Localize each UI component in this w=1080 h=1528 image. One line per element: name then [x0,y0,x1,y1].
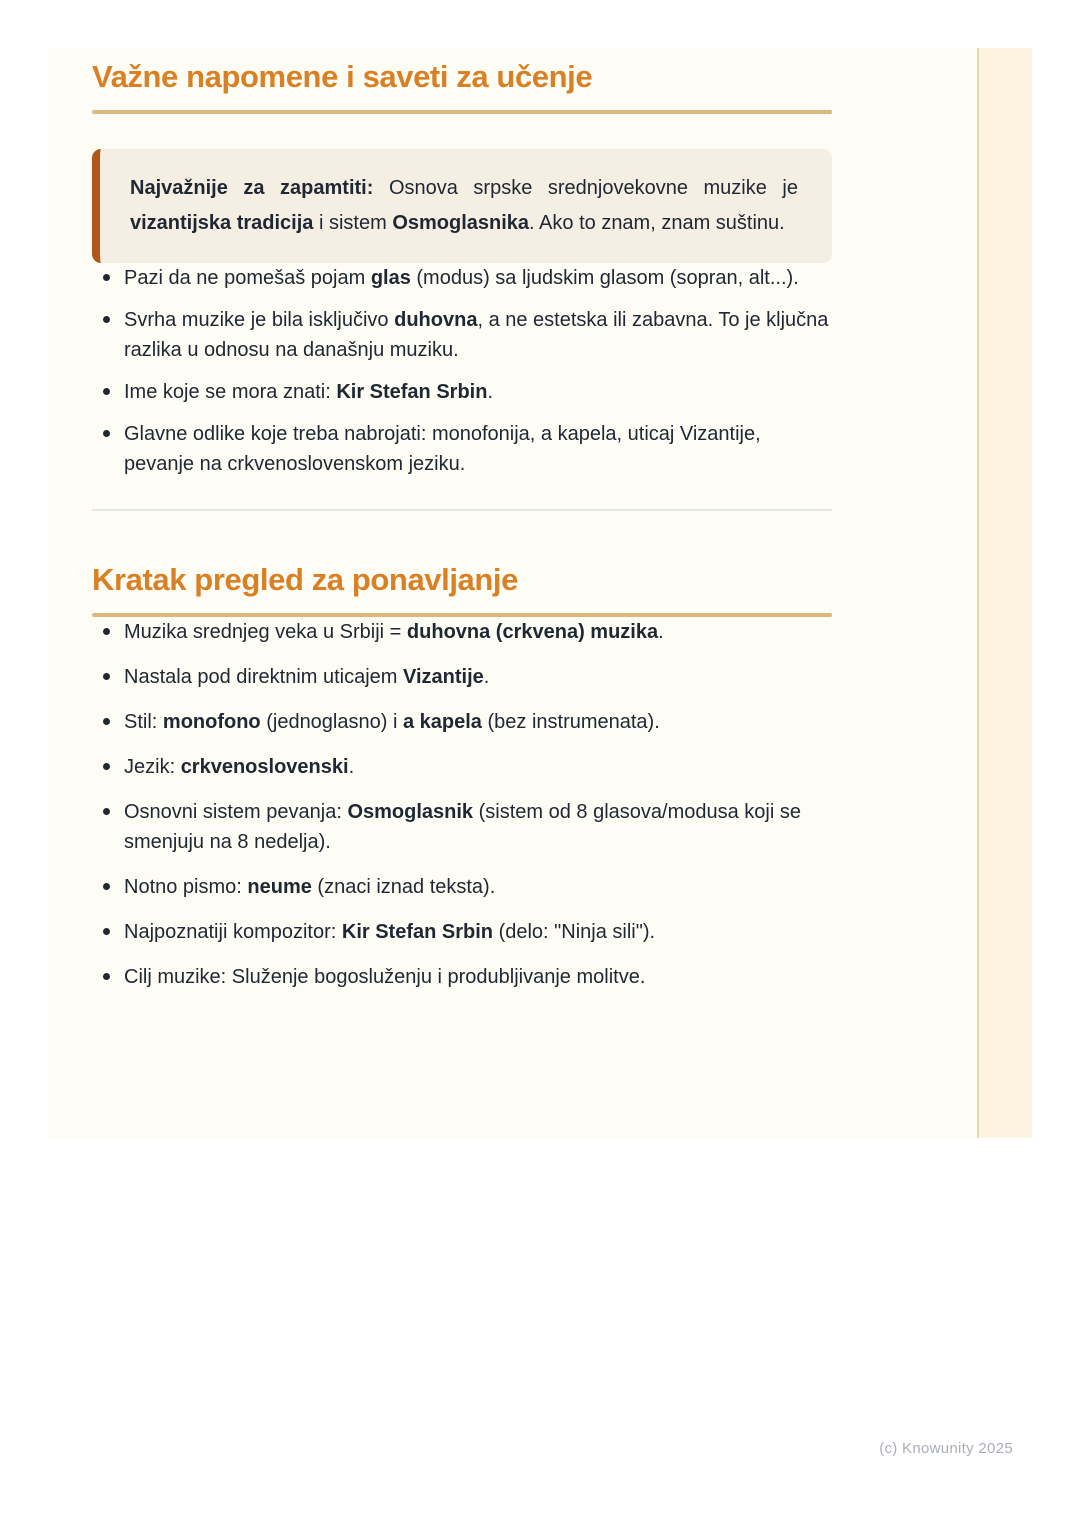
bullet-item [124,752,832,782]
text-segment: monofono [162,711,261,733]
bullet-item [124,263,832,293]
text-segment: duhovna (crkvena) muzika [406,621,659,643]
copyright-footer: (c) Knowunity 2025 [879,1440,1013,1457]
notes-bullet-list [92,263,832,479]
text-segment: crkvenoslovenski [180,756,349,778]
text-segment: Najpoznatiji kompozitor: [124,921,342,943]
text-segment: Cilj muzike: Služenje bogosluženju i produbljivanje molitve. [124,966,646,988]
text-segment: Pazi da ne pomešaš pojam [124,267,371,289]
bullet-item [124,962,832,992]
text-segment: Glavne odlike koje treba nabrojati: monofonija, a kapela, uticaj Vizantije, pevanje na crkvenoslovenskom jeziku. [124,423,761,475]
text-segment: (delo: "Ninja sili"). [493,921,656,943]
text-segment: . [658,621,664,643]
section-review [92,561,832,992]
section-title-notes: Važne napomene i saveti za učenje [92,59,593,94]
bullet-item [124,917,832,947]
bullet-item [124,617,832,647]
text-segment: Osnova srpske srednjovekovne muzike je [373,177,798,199]
text-segment: a kapela [402,711,482,733]
text-segment: Svrha muzike je bila isključivo [124,309,395,331]
bullet-item [124,305,832,365]
text-segment: Muzika srednjeg veka u Srbiji = [124,621,407,643]
text-segment: neume [247,876,312,898]
key-takeaway-callout [92,149,832,263]
decorative-side-strip [977,48,1032,1138]
text-segment: (bez instrumenata). [481,711,660,733]
text-segment: (jednoglasno) i [260,711,403,733]
review-bullet-list [92,617,832,992]
text-segment: vizantijska tradicija [130,212,314,234]
text-segment: Kir Stefan Srbin [341,921,494,943]
text-segment: (znaci iznad teksta). [311,876,496,898]
text-segment: Nastala pod direktnim uticajem [124,666,404,688]
section-title-review: Kratak pregled za ponavljanje [92,562,518,597]
section-divider [92,509,832,511]
heading-underline [92,110,832,114]
text-segment: i sistem [313,212,393,234]
text-segment: Osnovni sistem pevanja: [124,801,348,823]
text-segment: . Ako to znam, znam suštinu. [529,212,785,234]
text-segment: , a ne estetska ili zabavna. To je ključna razlika u odnosu na današnju muziku. [124,309,829,361]
text-segment: Ime koje se mora znati: [124,381,337,403]
bullet-item [124,419,832,479]
text-segment: Najvažnije za zapamtiti: [130,177,374,199]
text-segment: . [483,666,490,688]
callout-text [130,171,798,241]
text-segment: Kir Stefan Srbin [336,381,488,403]
text-segment: Stil: [124,711,163,733]
bullet-item [124,707,832,737]
text-segment: Osmoglasnik [347,801,474,823]
text-segment: Vizantije [403,666,484,688]
text-segment: . [348,756,355,778]
text-segment: . [487,381,494,403]
text-segment: Notno pismo: [124,876,248,898]
text-segment: Osmoglasnika [392,212,530,234]
text-segment: glas [370,267,411,289]
text-segment: Jezik: [124,756,181,778]
text-segment: duhovna [394,309,478,331]
section-notes [92,58,832,479]
content-column [92,48,832,1007]
text-segment: (sistem od 8 glasova/modusa koji se smenjuju na 8 nedelja). [124,801,801,853]
bullet-item [124,797,832,857]
bullet-item [124,377,832,407]
text-segment: (modus) sa ljudskim glasom (sopran, alt...). [410,267,799,289]
bullet-item [124,872,832,902]
content-card [48,48,1032,1138]
bullet-item [124,662,832,692]
